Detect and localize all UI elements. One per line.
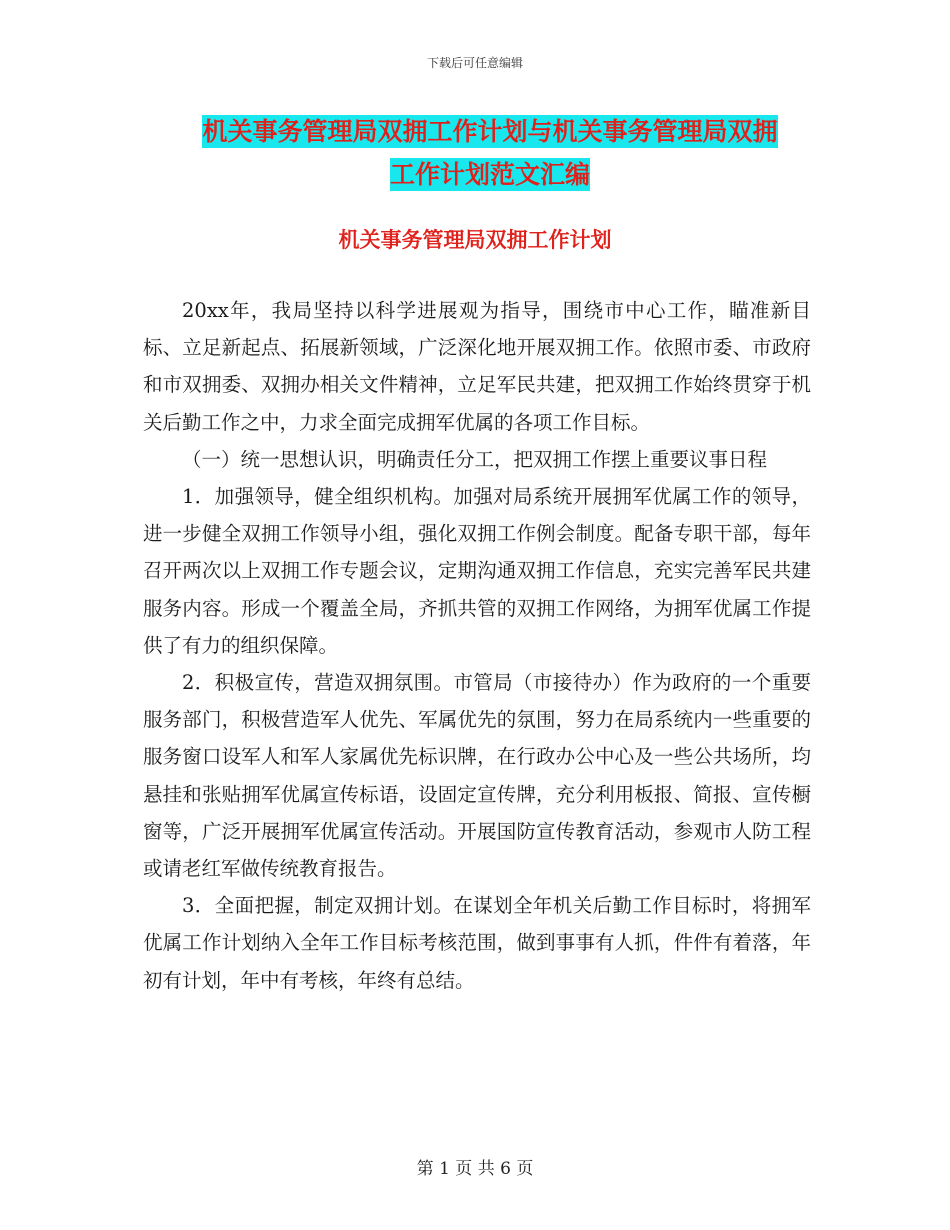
section-title: 机关事务管理局双拥工作计划: [338, 228, 612, 252]
document-title: [160, 110, 820, 196]
title-line-1: 机关事务管理局双拥工作计划与机关事务管理局双拥: [202, 117, 778, 146]
page-number-footer: 第 1 页 共 6 页: [416, 1159, 534, 1179]
subheading-1: （一）统一思想认识，明确责任分工，把双拥工作摆上重要议事日程: [182, 447, 768, 471]
paragraph-intro: 20xx年，我局坚持以科学进展观为指导，围绕市中心工作，瞄准新目标、立足新起点、拓展新领域，广泛深化地开展双拥工作。依照市委、市政府和市双拥委、双拥办相关文件精神，立足军民共建，把双拥工作始终贯穿于机关后勤工作之中，力求全面完成拥军优属的各项工作目标。: [143, 299, 811, 434]
title-line-2: 工作计划范文汇编: [389, 160, 590, 189]
body-text: [143, 292, 811, 999]
header-note: 下载后可任意编辑: [426, 56, 523, 70]
paragraph-item-2: 2．积极宣传，营造双拥氛围。市管局（市接待办）作为政府的一个重要服务部门，积极营造军人优先、军属优先的氛围，努力在局系统内一些重要的服务窗口设军人和军人家属优先标识牌，在行政办公中心及一些公共场所，均悬挂和张贴拥军优属宣传标语，设固定宣传牌，充分利用板报、简报、宣传橱窗等，广泛开展拥军优属宣传活动。开展国防宣传教育活动，参观市人防工程或请老红军做传统教育报告。: [143, 671, 811, 881]
paragraph-item-1: 1．加强领导，健全组织机构。加强对局系统开展拥军优属工作的领导，进一步健全双拥工作领导小组，强化双拥工作例会制度。配备专职干部，每年召开两次以上双拥工作专题会议，定期沟通双拥工作信息，充实完善军民共建服务内容。形成一个覆盖全局，齐抓共管的双拥工作网络，为拥军优属工作提供了有力的组织保障。: [143, 485, 811, 657]
paragraph-item-3: 3．全面把握，制定双拥计划。在谋划全年机关后勤工作目标时，将拥军优属工作计划纳入全年工作目标考核范围，做到事事有人抓，件件有着落，年初有计划，年中有考核，年终有总结。: [143, 894, 811, 992]
